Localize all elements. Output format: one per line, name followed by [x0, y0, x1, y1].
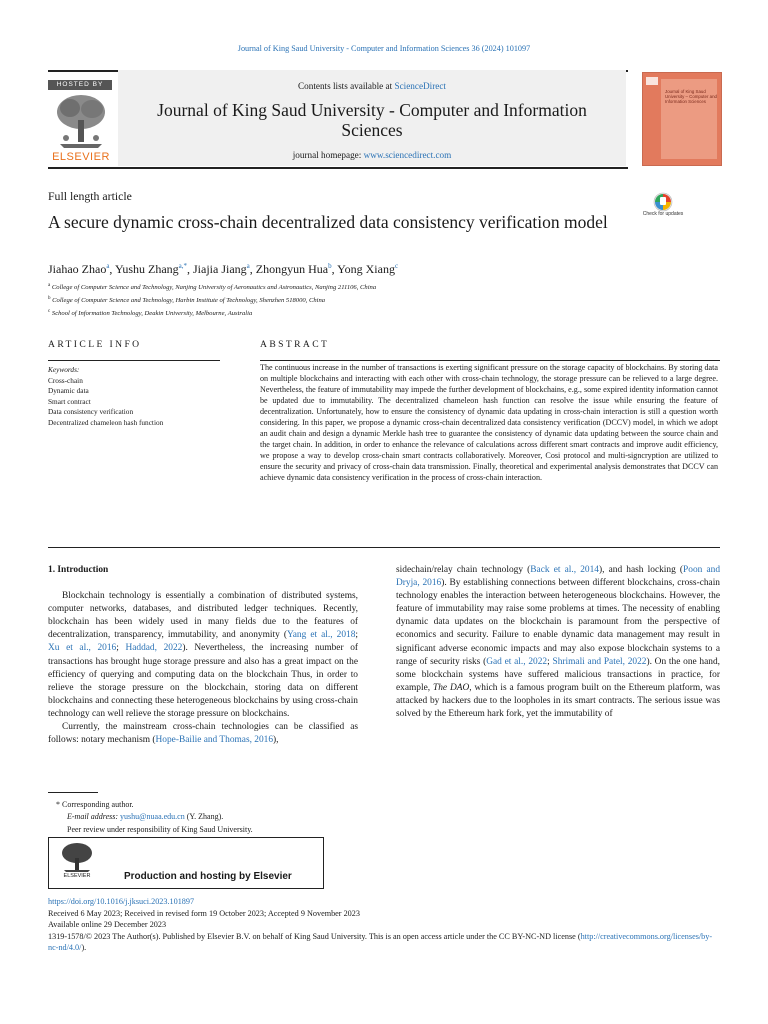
abstract-bottom-rule [48, 547, 720, 548]
journal-title: Journal of King Saud University - Computer and Information Sciences [157, 100, 587, 140]
body-text-run: ). On the one hand, some blockchain systems have suffered malicious transactions in practice, for example, [396, 656, 720, 693]
body-text-run: Blockchain technology is essentially a combination of distributed systems, computer networks, databases, and distributed ledger techniques. Recently, blockchain has been widely used in many fields due to the features of decentralization, transparency, immutability, and anonymity ( [48, 591, 358, 641]
section-heading: 1. Introduction [48, 565, 109, 575]
affiliation-marker: c [48, 308, 51, 314]
license-statement [48, 931, 720, 954]
author-list: Jiahao Zhao$^a$, Yushu Zhang$^{a,*}$, Jiajia Jiang$^a$, Zhongyun Hua$^b$, Yong Xiang$^c$ [48, 262, 399, 276]
corresponding-author-note: * Corresponding author. [56, 800, 134, 809]
production-elsevier-wordmark: ELSEVIER [63, 873, 91, 879]
citation-link[interactable]: Yang et al., 2018 [286, 630, 356, 641]
author-name[interactable]: Jiahao Zhao [48, 262, 107, 276]
footnote-rule [48, 792, 98, 793]
keywords-label: Keywords: [48, 365, 80, 374]
body-text-run: ), [273, 735, 279, 746]
keyword-item: Smart contract [48, 396, 91, 406]
keywords-block [48, 365, 163, 429]
body-text-run: ). Nevertheless, the increasing number of transactions has brought huge storage pressure and also has a great impact on the efficiency of querying and computing data on the blockchain Thus, in order to relieve the storage pressure on the blockchain, storing data on different blockchains and connecting these heterogeneous blockchains by using cross-chain technology can well relieve the storage pressure on blockchains. [48, 643, 359, 719]
body-paragraph [396, 564, 720, 721]
received-dates: Received 6 May 2023; Received in revised form 19 October 2023; Accepted 9 November 2023 [48, 908, 360, 918]
article-info-rule [48, 360, 220, 361]
citation-link[interactable]: Back et al., 2014 [530, 565, 599, 575]
italic-term: The DAO [433, 682, 470, 693]
license-link[interactable]: http://creativecommons.org/licenses/by-nc-nd/4.0/ [48, 931, 713, 953]
email-link[interactable]: yushu@nuaa.edu.cn [120, 812, 185, 822]
citation-link[interactable]: Shrimali and Patel, 2022 [552, 656, 647, 667]
affiliation-text: College of Computer Science and Technology, Nanjing University of Aeronautics and Astronautics, Nanjing 211106, China [51, 284, 377, 292]
journal-cover-thumbnail[interactable] [642, 72, 722, 166]
citation-link[interactable]: Haddad, 2022 [125, 643, 183, 654]
article-type: Full length article [48, 189, 132, 203]
keyword-item: Data consistency verification [48, 407, 134, 417]
affiliation-list [48, 281, 376, 319]
body-paragraph [48, 590, 358, 721]
doi-link[interactable]: https://doi.org/10.1016/j.jksuci.2023.101897 [48, 897, 195, 906]
author-name[interactable]: Jiajia Jiang [193, 262, 247, 276]
article-info-heading: ARTICLE INFO [48, 339, 142, 350]
production-hosting-box [48, 837, 324, 889]
email-suffix: (Y. Zhang). [184, 812, 224, 822]
email-note [56, 811, 253, 823]
author-name[interactable]: Yushu Zhang [114, 262, 179, 276]
keyword-item: Dynamic data [48, 386, 89, 396]
affiliation-marker: a [48, 283, 51, 288]
keyword-item: Cross-chain [48, 375, 83, 385]
elsevier-wordmark: ELSEVIER [52, 151, 110, 163]
body-text-run: ; [547, 656, 553, 667]
author-affiliation-marker[interactable]: c [394, 262, 399, 270]
peer-review-note: Peer review under responsibility of King Saud University. [67, 824, 253, 834]
author-affiliation-marker[interactable]: a [106, 262, 110, 270]
article-title: A secure dynamic cross-chain decentralized data consistency verification model [48, 212, 608, 232]
author-affiliation-marker[interactable]: a,* [178, 262, 188, 270]
body-text-run: sidechain/relay chain technology ( [396, 565, 531, 575]
citation-link[interactable]: Xu et al., 2016 [48, 643, 117, 654]
elsevier-tree-small-icon [59, 842, 95, 872]
sciencedirect-link[interactable]: ScienceDirect [394, 81, 446, 91]
body-text-run: ; [116, 643, 126, 654]
citation-link[interactable]: Poon and Dryja, 2016 [396, 565, 721, 589]
author-name[interactable]: Yong Xiang [337, 262, 395, 276]
citation-link[interactable]: Hope-Bailie and Thomas, 2016 [155, 735, 274, 746]
contents-prefix: Contents lists available at [298, 81, 395, 91]
hosted-by-badge: HOSTED BY [48, 80, 112, 90]
author-affiliation-marker[interactable]: a [246, 262, 250, 270]
affiliation-item [48, 294, 376, 307]
license-text: 1319-1578/© 2023 The Author(s). Published by Elsevier B.V. on behalf of King Saud University. This is an open access article under the CC BY-NC-ND license [48, 931, 576, 941]
check-for-updates-label: Check for updates [642, 211, 684, 217]
cover-publisher-mark-icon [646, 77, 658, 85]
affiliation-item [48, 281, 376, 294]
author-affiliation-marker[interactable]: b [328, 262, 332, 270]
production-hosting-label: Production and hosting by Elsevier [124, 871, 292, 882]
author-name[interactable]: Zhongyun Hua [255, 262, 329, 276]
body-column-right [396, 564, 720, 721]
body-text-run: , which is a famous program built on the Ethereum platform, was attacked by hackers due to the loopholes in its smart contracts. The serious issue was solved by the Ethereum hark fork, yet the immutability of [396, 682, 720, 720]
email-label: E-mail address: [67, 812, 119, 822]
masthead-bottom-rule [48, 167, 628, 169]
body-text-run: Currently, the mainstream cross-chain technologies can be classified as follows: notary mechanism ( [48, 722, 358, 746]
abstract-text: The continuous increase in the number of transactions is exerting significant pressure on the storage capacity of blockchains. By storing data on multiple blockchains and interacting with each other with cross-chain technology, the storage pressure can be relieved to a large degree. Nevertheless, the feature of immutability may impede the further development of blockchains, e.g., some expired identity information cannot be updated due to immutability. The decentralized chameleon hash function can resolve the issue while ensuring the feature of decentralization. Unfortunately, how to ensure the consistency of dynamic data updating in cross-chain interaction is still a question worth considering. In this paper, we propose a dynamic cross-chain decentralized data consistency verification (DCCV) model, in which we adopt an audit chain and design a dynamic Merkle hash tree to guarantee the consistency of dynamic data updating between the source chain and the target chain. In addition, in order to enhance the relevance of calculations across different smart contracts and improve audit efficiency, we propose a way to develop cross-chain smart contracts collaboratively. Moreover, Cosi protocol and multi-signcryption are utilized to ensure the security and privacy of cross-chain data transmission. Finally, theoretical and experimental analysis demonstrates that DCCV can achieve dynamic data consistency verification in the process of cross-chain interaction. [260, 363, 718, 482]
affiliation-item [48, 307, 376, 320]
body-text-run: ; [355, 630, 358, 641]
citation-link[interactable]: Gad et al., 2022 [486, 656, 548, 667]
affiliation-marker: b [48, 295, 51, 301]
abstract-rule [260, 360, 720, 361]
body-column-left [48, 564, 358, 747]
body-paragraph [48, 721, 358, 747]
journal-homepage-line [118, 150, 626, 160]
affiliation-text: College of Computer Science and Technology, Harbin Institute of Technology, Shenzhen 518000, China [52, 296, 326, 304]
license-open-paren: ( [577, 931, 581, 941]
contents-available-line [118, 81, 626, 91]
running-header[interactable]: Journal of King Saud University - Computer and Information Sciences 36 (2024) 101097 [237, 44, 531, 53]
footnotes [56, 799, 253, 836]
abstract-heading: ABSTRACT [260, 339, 330, 350]
keyword-item: Decentralized chameleon hash function [48, 417, 164, 427]
homepage-link[interactable]: www.sciencedirect.com [363, 150, 452, 160]
available-online-date: Available online 29 December 2023 [48, 920, 167, 930]
homepage-prefix: journal homepage: [292, 150, 364, 160]
elsevier-tree-logo-icon[interactable] [52, 92, 110, 150]
cover-title: Journal of King Saud University – Computer and Information Sciences [665, 89, 717, 105]
body-text-run: ), and hash locking ( [599, 565, 684, 575]
publication-info [48, 896, 720, 954]
body-text-run: ). By establishing connections between different blockchains, cross-chain technology enables the interaction between heterogeneous blockchains. However, the feature of immutability may raise some problems at times. The necessity of enabling dynamic data updates on the blockchain is paramount from the perspective of economics and security. Failure to enable dynamic data management may result in significant adverse economic impacts and may also expose blockchain systems to a range of security risks ( [396, 578, 720, 667]
affiliation-text: School of Information Technology, Deakin University, Melbourne, Australia [51, 309, 253, 317]
license-close-paren: ). [81, 943, 87, 953]
